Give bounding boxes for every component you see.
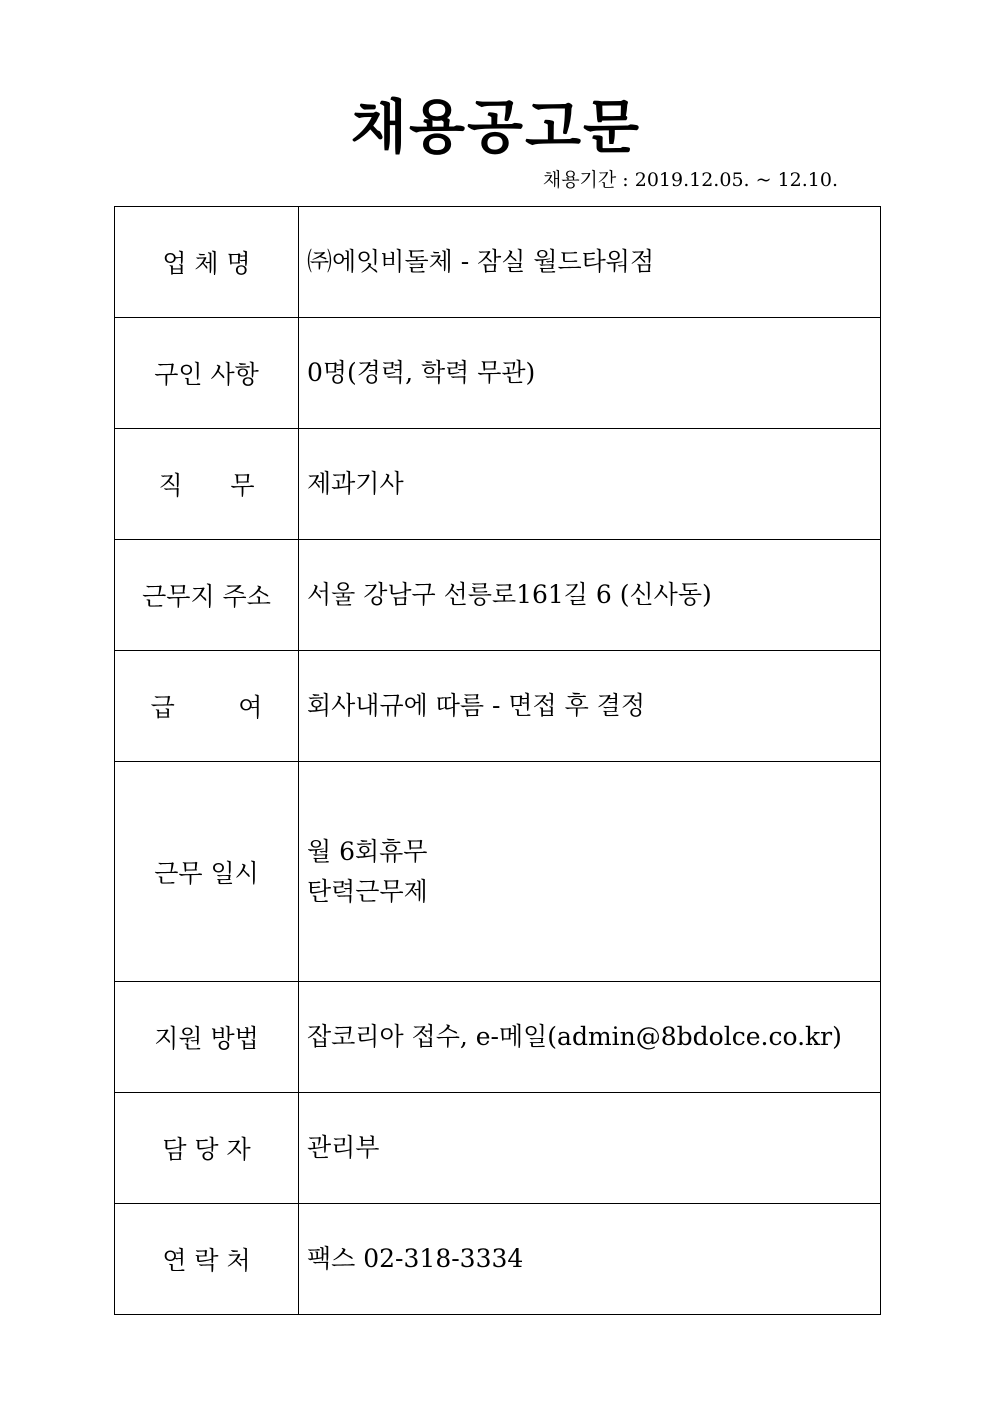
table-row-work-schedule [115,762,881,981]
row-label: 구인 사항 [115,318,299,429]
row-value-line: 제과기사 [307,469,404,499]
row-label: 담 당 자 [115,1092,299,1203]
row-label: 지원 방법 [115,981,299,1092]
row-value [299,762,881,981]
row-value-line: 잡코리아 접수, e-메일(admin@8bdolce.co.kr) [307,1021,842,1051]
row-value-line: 관리부 [307,1132,380,1162]
row-label: 직 무 [115,429,299,540]
table-row-work-address [115,540,881,651]
row-value-line: 탄력근무제 [307,876,428,906]
row-label: 근무지 주소 [115,540,299,651]
table-row-job-duty [115,429,881,540]
table-row-contact-person [115,1092,881,1203]
table-row-application-method [115,981,881,1092]
table-row-contact-info [115,1203,881,1314]
row-value-line: 0명(경력, 학력 무관) [307,358,536,388]
row-value [299,207,881,318]
row-label: 업 체 명 [115,207,299,318]
row-value [299,651,881,762]
row-value [299,540,881,651]
row-value-line: 회사내규에 따름 - 면접 후 결정 [307,691,645,721]
row-value-line: 팩스 02-318-3334 [307,1243,524,1273]
row-label: 급 여 [115,651,299,762]
recruitment-period: 채용기간 : 2019.12.05. ~ 12.10. [542,169,838,191]
document-title: 채용공고문 [350,93,642,161]
table-row-recruitment-details [115,318,881,429]
job-posting-table [114,206,881,1315]
row-value [299,429,881,540]
row-value [299,318,881,429]
table-row-company-name [115,207,881,318]
row-label: 근무 일시 [115,762,299,981]
row-value [299,1092,881,1203]
job-posting-table-body [115,207,881,1315]
table-row-salary [115,651,881,762]
row-value-line: 서울 강남구 선릉로161길 6 (신사동) [307,580,712,610]
row-label: 연 락 처 [115,1203,299,1314]
row-value [299,1203,881,1314]
row-value-line: ㈜에잇비돌체 - 잠실 월드타워점 [307,247,655,277]
row-value-line: 월 6회휴무 [307,836,428,866]
row-value [299,981,881,1092]
